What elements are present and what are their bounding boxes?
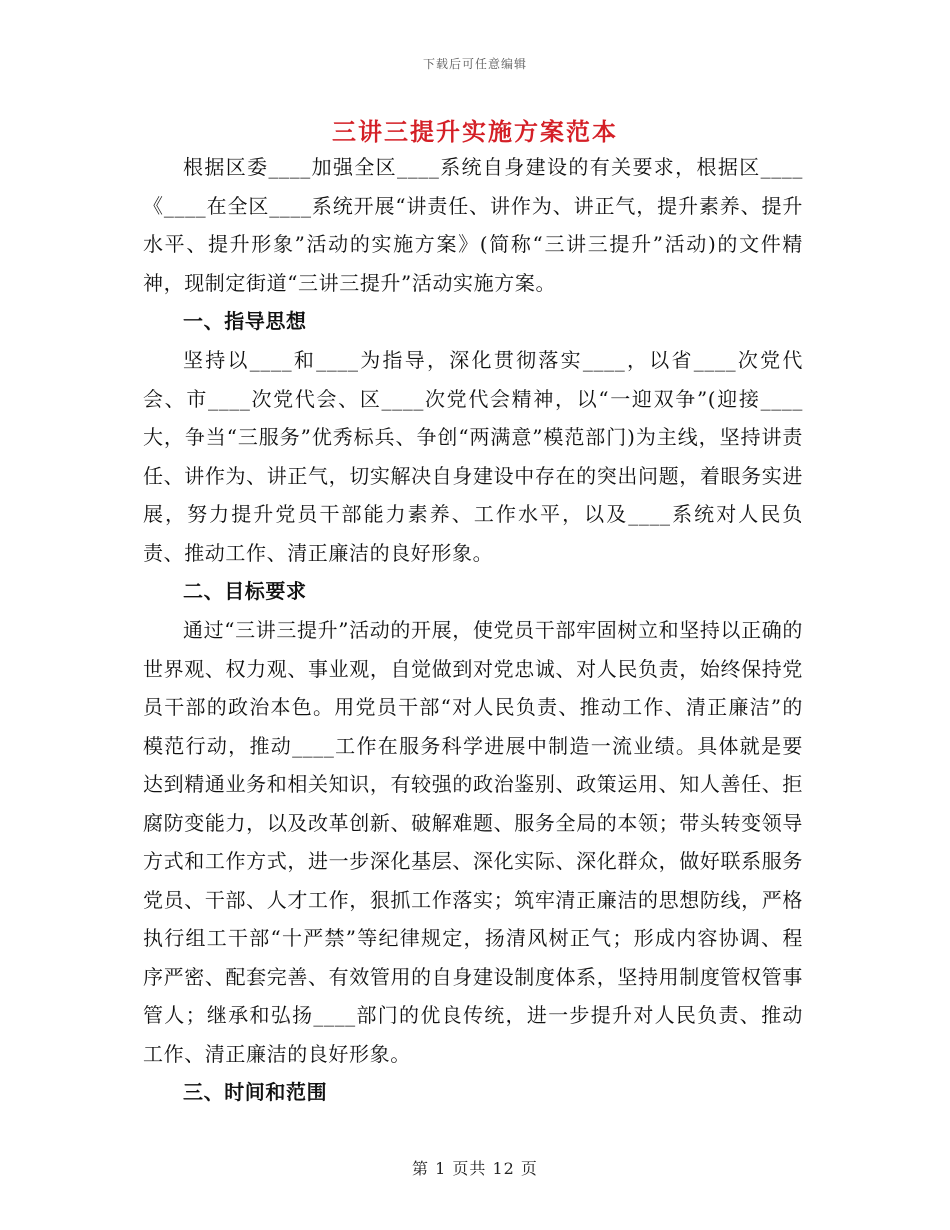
section-body-guiding-ideology: 坚持以____和____为指导，深化贯彻落实____，以省____次党代会、市____次党代会、区____次党代会精神，以“一迎双争”(迎接____大，争当“三服务”优秀标兵、争创“两满意”模范部门)为主线，坚持讲责任、讲作为、讲正气，切实解决自身建设中存在的突出问题，着眼务实进展，努力提升党员干部能力素养、工作水平，以及____系统对人民负责、推动工作、清正廉洁的良好形象。	[143, 348, 803, 565]
document-body	[143, 148, 803, 1112]
page-header-note: 下载后可任意编辑	[422, 57, 527, 71]
section-heading-guiding-ideology: 一、指导思想	[183, 309, 307, 333]
section-heading-goals: 二、目标要求	[183, 579, 307, 603]
section-body-goals: 通过“三讲三提升”活动的开展，使党员干部牢固树立和坚持以正确的世界观、权力观、事业观，自觉做到对党忠诚、对人民负责，始终保持党员干部的政治本色。用党员干部“对人民负责、推动工作、清正廉洁”的模范行动，推动____工作在服务科学进展中制造一流业绩。具体就是要达到精通业务和相关知识，有较强的政治鉴别、政策运用、知人善任、拒腐防变能力，以及改革创新、破解难题、服务全局的本领；带头转变领导方式和工作方式，进一步深化基层、深化实际、深化群众，做好联系服务党员、干部、人才工作，狠抓工作落实；筑牢清正廉洁的思想防线，严格执行组工干部“十严禁”等纪律规定，扬清风树正气；形成内容协调、程序严密、配套完善、有效管用的自身建设制度体系，坚持用制度管权管事管人；继承和弘扬____部门的优良传统，进一步提升对人民负责、推动工作、清正廉洁的良好形象。	[143, 618, 803, 1066]
document-title: 三讲三提升实施方案范本	[332, 117, 618, 146]
page-number-footer: 第 1 页共 12 页	[412, 1159, 538, 1178]
section-heading-time-scope: 三、时间和范围	[183, 1080, 328, 1104]
intro-paragraph: 根据区委____加强全区____系统自身建设的有关要求，根据区____《____在全区____系统开展“讲责任、讲作为、讲正气，提升素养、提升水平、提升形象”活动的实施方案》(简称“三讲三提升”活动)的文件精神，现制定街道“三讲三提升”活动实施方案。	[143, 155, 803, 295]
